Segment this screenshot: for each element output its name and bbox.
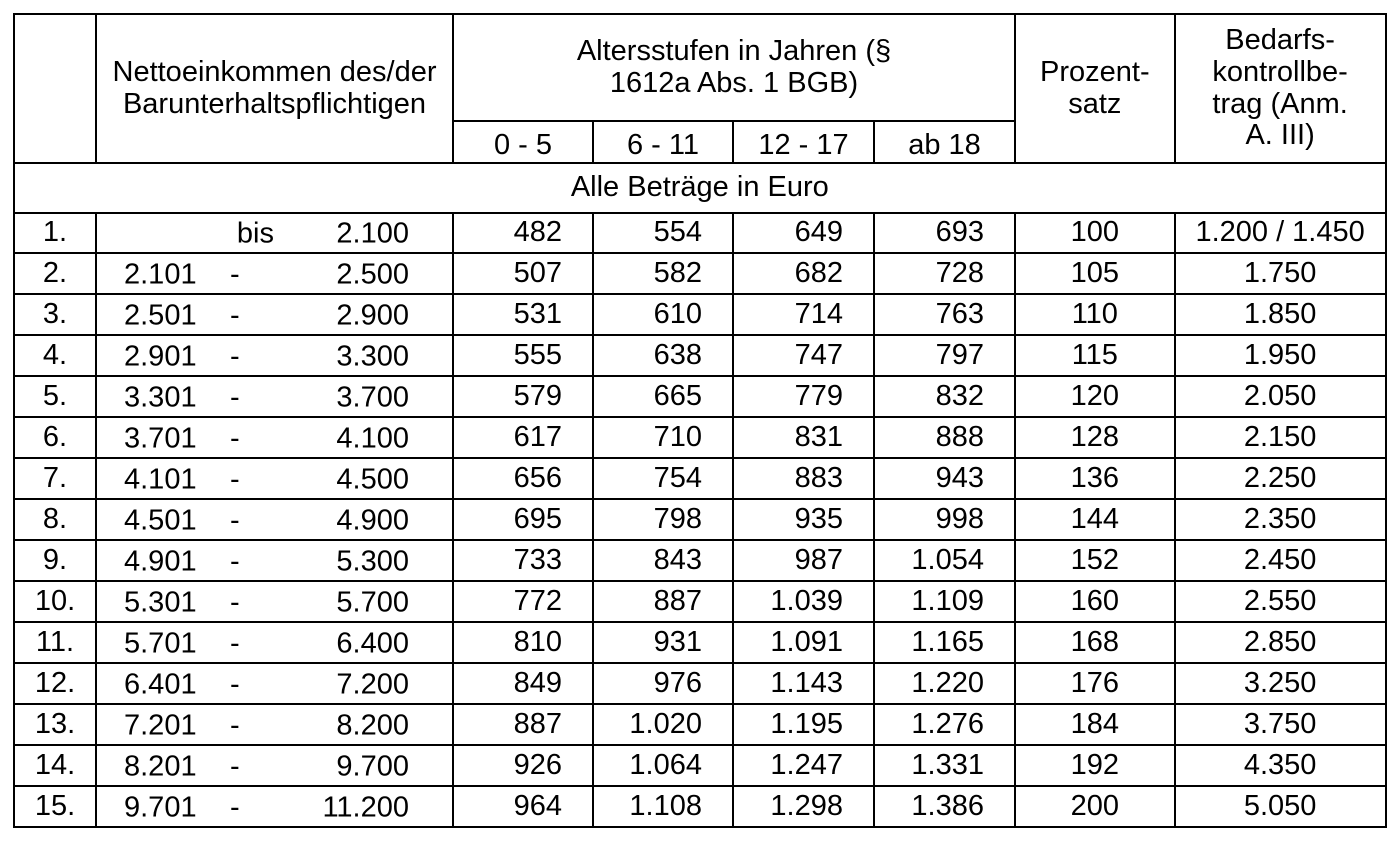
percent-value: 110 (1015, 294, 1175, 335)
percent-value: 120 (1015, 376, 1175, 417)
row-number: 10. (14, 581, 96, 622)
age-amount: 1.386 (874, 786, 1015, 827)
percent-value: 176 (1015, 663, 1175, 704)
income-to: 3.700 (336, 381, 409, 414)
row-number: 7. (14, 458, 96, 499)
age-amount: 1.020 (593, 704, 733, 745)
income-from: 7.201 (124, 709, 197, 742)
income-to: 6.400 (336, 627, 409, 660)
income-to: 9.700 (336, 750, 409, 783)
age-amount: 935 (733, 499, 874, 540)
table-row (14, 417, 1386, 458)
income-range (96, 294, 453, 335)
row-number: 4. (14, 335, 96, 376)
header-nr-empty (14, 14, 96, 163)
income-from: 5.301 (124, 586, 197, 619)
control-amount: 2.550 (1175, 581, 1386, 622)
row-number: 11. (14, 622, 96, 663)
age-amount: 531 (453, 294, 593, 335)
row-number: 13. (14, 704, 96, 745)
header-age-ab-18: ab 18 (874, 121, 1015, 163)
table-row (14, 499, 1386, 540)
age-amount: 1.276 (874, 704, 1015, 745)
income-range (96, 540, 453, 581)
income-range (96, 213, 453, 253)
age-amount: 617 (453, 417, 593, 458)
table-row (14, 540, 1386, 581)
income-range (96, 376, 453, 417)
age-amount: 1.331 (874, 745, 1015, 786)
table-row (14, 335, 1386, 376)
income-from: 4.501 (124, 504, 197, 537)
percent-value: 200 (1015, 786, 1175, 827)
table-row (14, 745, 1386, 786)
table-row (14, 704, 1386, 745)
age-amount: 1.247 (733, 745, 874, 786)
age-amount: 747 (733, 335, 874, 376)
income-dash: - (230, 340, 240, 373)
age-amount: 656 (453, 458, 593, 499)
percent-value: 152 (1015, 540, 1175, 581)
age-amount: 810 (453, 622, 593, 663)
income-to: 8.200 (336, 709, 409, 742)
table-row (14, 376, 1386, 417)
age-amount: 638 (593, 335, 733, 376)
income-from: 3.301 (124, 381, 197, 414)
income-dash: - (230, 381, 240, 414)
unterhalt-table-wrapper (13, 13, 1387, 828)
percent-value: 168 (1015, 622, 1175, 663)
table-row (14, 253, 1386, 294)
income-dash: - (230, 750, 240, 783)
income-to: 3.300 (336, 340, 409, 373)
row-number: 2. (14, 253, 96, 294)
control-amount: 2.050 (1175, 376, 1386, 417)
age-amount: 555 (453, 335, 593, 376)
percent-value: 144 (1015, 499, 1175, 540)
income-range (96, 417, 453, 458)
table-row (14, 294, 1386, 335)
income-dash: - (230, 709, 240, 742)
row-number: 8. (14, 499, 96, 540)
row-number: 9. (14, 540, 96, 581)
row-number: 14. (14, 745, 96, 786)
age-amount: 695 (453, 499, 593, 540)
control-amount: 2.350 (1175, 499, 1386, 540)
age-amount: 579 (453, 376, 593, 417)
age-amount: 582 (593, 253, 733, 294)
income-to: 5.700 (336, 586, 409, 619)
income-to: 4.500 (336, 463, 409, 496)
age-amount: 998 (874, 499, 1015, 540)
row-number: 6. (14, 417, 96, 458)
age-amount: 610 (593, 294, 733, 335)
age-amount: 831 (733, 417, 874, 458)
age-amount: 976 (593, 663, 733, 704)
income-dash: - (230, 668, 240, 701)
income-to: 2.500 (336, 258, 409, 291)
age-amount: 554 (593, 213, 733, 253)
age-amount: 931 (593, 622, 733, 663)
row-number: 1. (14, 213, 96, 253)
age-amount: 1.054 (874, 540, 1015, 581)
income-dash: - (230, 504, 240, 537)
age-amount: 763 (874, 294, 1015, 335)
age-amount: 883 (733, 458, 874, 499)
income-to: 7.200 (336, 668, 409, 701)
table-row (14, 663, 1386, 704)
percent-value: 136 (1015, 458, 1175, 499)
income-range (96, 253, 453, 294)
income-to: 5.300 (336, 545, 409, 578)
age-amount: 733 (453, 540, 593, 581)
age-amount: 779 (733, 376, 874, 417)
control-amount: 3.250 (1175, 663, 1386, 704)
row-number: 3. (14, 294, 96, 335)
income-from: 9.701 (124, 791, 197, 824)
age-amount: 649 (733, 213, 874, 253)
control-amount: 5.050 (1175, 786, 1386, 827)
percent-value: 160 (1015, 581, 1175, 622)
age-amount: 987 (733, 540, 874, 581)
income-from: 2.501 (124, 299, 197, 332)
age-amount: 693 (874, 213, 1015, 253)
percent-value: 128 (1015, 417, 1175, 458)
row-number: 5. (14, 376, 96, 417)
age-amount: 1.298 (733, 786, 874, 827)
age-amount: 1.143 (733, 663, 874, 704)
income-range (96, 786, 453, 827)
header-age-groups (453, 14, 1015, 121)
unterhalt-table (13, 13, 1387, 828)
income-range (96, 622, 453, 663)
control-amount: 1.750 (1175, 253, 1386, 294)
income-range (96, 663, 453, 704)
control-amount: 3.750 (1175, 704, 1386, 745)
age-amount: 1.165 (874, 622, 1015, 663)
income-from: 4.101 (124, 463, 197, 496)
age-amount: 1.108 (593, 786, 733, 827)
income-to: 4.900 (336, 504, 409, 537)
control-amount: 4.350 (1175, 745, 1386, 786)
age-amount: 832 (874, 376, 1015, 417)
age-amount: 1.220 (874, 663, 1015, 704)
age-amount: 482 (453, 213, 593, 253)
age-amount: 1.195 (733, 704, 874, 745)
age-amount: 1.064 (593, 745, 733, 786)
age-amount: 887 (453, 704, 593, 745)
income-to: 2.100 (336, 217, 409, 250)
income-to: 2.900 (336, 299, 409, 332)
header-age-groups-text: Altersstufen in Jahren (§ 1612a Abs. 1 BGB) (576, 34, 892, 99)
header-age-12-17: 12 - 17 (733, 121, 874, 163)
percent-value: 115 (1015, 335, 1175, 376)
age-amount: 1.039 (733, 581, 874, 622)
table-row (14, 213, 1386, 253)
income-dash: - (230, 586, 240, 619)
age-amount: 1.109 (874, 581, 1015, 622)
table-row (14, 786, 1386, 827)
table-row (14, 581, 1386, 622)
income-to: 4.100 (336, 422, 409, 455)
note-all-amounts-euro: Alle Beträge in Euro (14, 163, 1386, 213)
control-amount: 2.250 (1175, 458, 1386, 499)
income-range (96, 581, 453, 622)
age-amount: 507 (453, 253, 593, 294)
age-amount: 710 (593, 417, 733, 458)
table-row (14, 622, 1386, 663)
income-dash: - (230, 299, 240, 332)
income-from: 2.901 (124, 340, 197, 373)
age-amount: 926 (453, 745, 593, 786)
income-range (96, 704, 453, 745)
age-amount: 843 (593, 540, 733, 581)
age-amount: 714 (733, 294, 874, 335)
income-dash: - (230, 422, 240, 455)
percent-value: 100 (1015, 213, 1175, 253)
age-amount: 665 (593, 376, 733, 417)
income-dash: - (230, 258, 240, 291)
header-control: Bedarfs-kontrollbe-trag (Anm. A. III) (1175, 14, 1386, 163)
income-range (96, 458, 453, 499)
header-age-6-11: 6 - 11 (593, 121, 733, 163)
income-bis: bis (236, 217, 274, 250)
header-income: Nettoeinkommen des/der Barunterhaltspflichtigen (96, 14, 453, 163)
income-from: 8.201 (124, 750, 197, 783)
header-age-0-5: 0 - 5 (453, 121, 593, 163)
header-percent: Prozent-satz (1015, 14, 1175, 163)
income-dash: - (230, 545, 240, 578)
percent-value: 105 (1015, 253, 1175, 294)
age-amount: 772 (453, 581, 593, 622)
income-from: 3.701 (124, 422, 197, 455)
income-from: 6.401 (124, 668, 197, 701)
income-range (96, 745, 453, 786)
age-amount: 797 (874, 335, 1015, 376)
age-amount: 728 (874, 253, 1015, 294)
table-row (14, 458, 1386, 499)
income-dash: - (230, 627, 240, 660)
income-from: 5.701 (124, 627, 197, 660)
header-row-top (14, 14, 1386, 121)
income-from: 2.101 (124, 258, 197, 291)
income-dash: - (230, 791, 240, 824)
control-amount: 1.850 (1175, 294, 1386, 335)
age-amount: 849 (453, 663, 593, 704)
income-range (96, 335, 453, 376)
age-amount: 682 (733, 253, 874, 294)
age-amount: 887 (593, 581, 733, 622)
note-row (14, 163, 1386, 213)
percent-value: 184 (1015, 704, 1175, 745)
age-amount: 754 (593, 458, 733, 499)
percent-value: 192 (1015, 745, 1175, 786)
control-amount: 2.150 (1175, 417, 1386, 458)
control-amount: 1.200 / 1.450 (1175, 213, 1386, 253)
row-number: 15. (14, 786, 96, 827)
income-to: 11.200 (322, 791, 409, 824)
control-amount: 2.450 (1175, 540, 1386, 581)
control-amount: 2.850 (1175, 622, 1386, 663)
income-from: 4.901 (124, 545, 197, 578)
control-amount: 1.950 (1175, 335, 1386, 376)
age-amount: 1.091 (733, 622, 874, 663)
age-amount: 964 (453, 786, 593, 827)
row-number: 12. (14, 663, 96, 704)
income-range (96, 499, 453, 540)
age-amount: 943 (874, 458, 1015, 499)
age-amount: 798 (593, 499, 733, 540)
income-dash: - (230, 463, 240, 496)
age-amount: 888 (874, 417, 1015, 458)
